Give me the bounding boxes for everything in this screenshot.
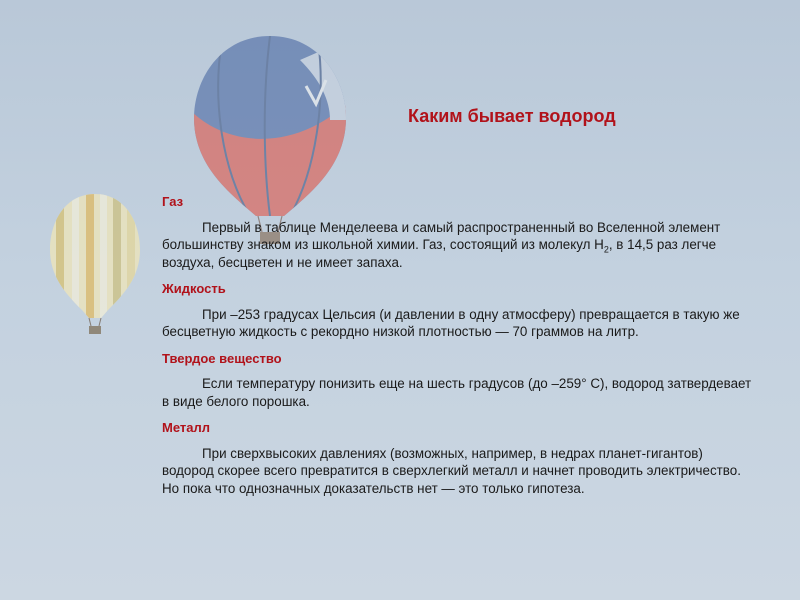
gas-text-before: Первый в таблице Менделеева и самый распространенный во Вселенной элемент большинству знаком из школьной химии. Газ, состоящий из молекул H [162, 219, 721, 252]
section-text-gas [162, 219, 752, 272]
section-heading-solid: Твердое вещество [162, 350, 282, 366]
section-heading-metal: Металл [162, 420, 211, 435]
slide-title: Каким бывает водород [408, 106, 616, 126]
section-text-solid: Если температуру понизить еще на шесть градусов (до –259° С), водород затвердевает в виде белого порошка. [162, 376, 752, 409]
section-liquid [162, 280, 752, 341]
gas-text-after: , в 14,5 раз легче воздуха, бесцветен и не имеет запаха. [162, 237, 717, 270]
section-text-liquid: При –253 градусах Цельсия (и давлении в одну атмосферу) превращается в такую же бесцветную жидкость с рекордно низкой плотностью — 70 граммов на литр. [162, 306, 740, 339]
left-balloon [46, 190, 144, 334]
content-block [162, 193, 752, 506]
section-gas [162, 193, 752, 271]
section-text-metal: При сверхвысоких давлениях (возможных, например, в недрах планет-гигантов) водород скорее всего превратится в сверхлегкий металл и начнет проводить электричество. Но пока что однозначных доказательств нет — это только гипотеза. [162, 445, 741, 496]
gas-subscript: 2 [603, 244, 609, 255]
section-solid [162, 350, 752, 411]
section-heading-liquid: Жидкость [162, 281, 226, 296]
section-heading-gas: Газ [162, 194, 184, 209]
section-metal [162, 419, 752, 497]
